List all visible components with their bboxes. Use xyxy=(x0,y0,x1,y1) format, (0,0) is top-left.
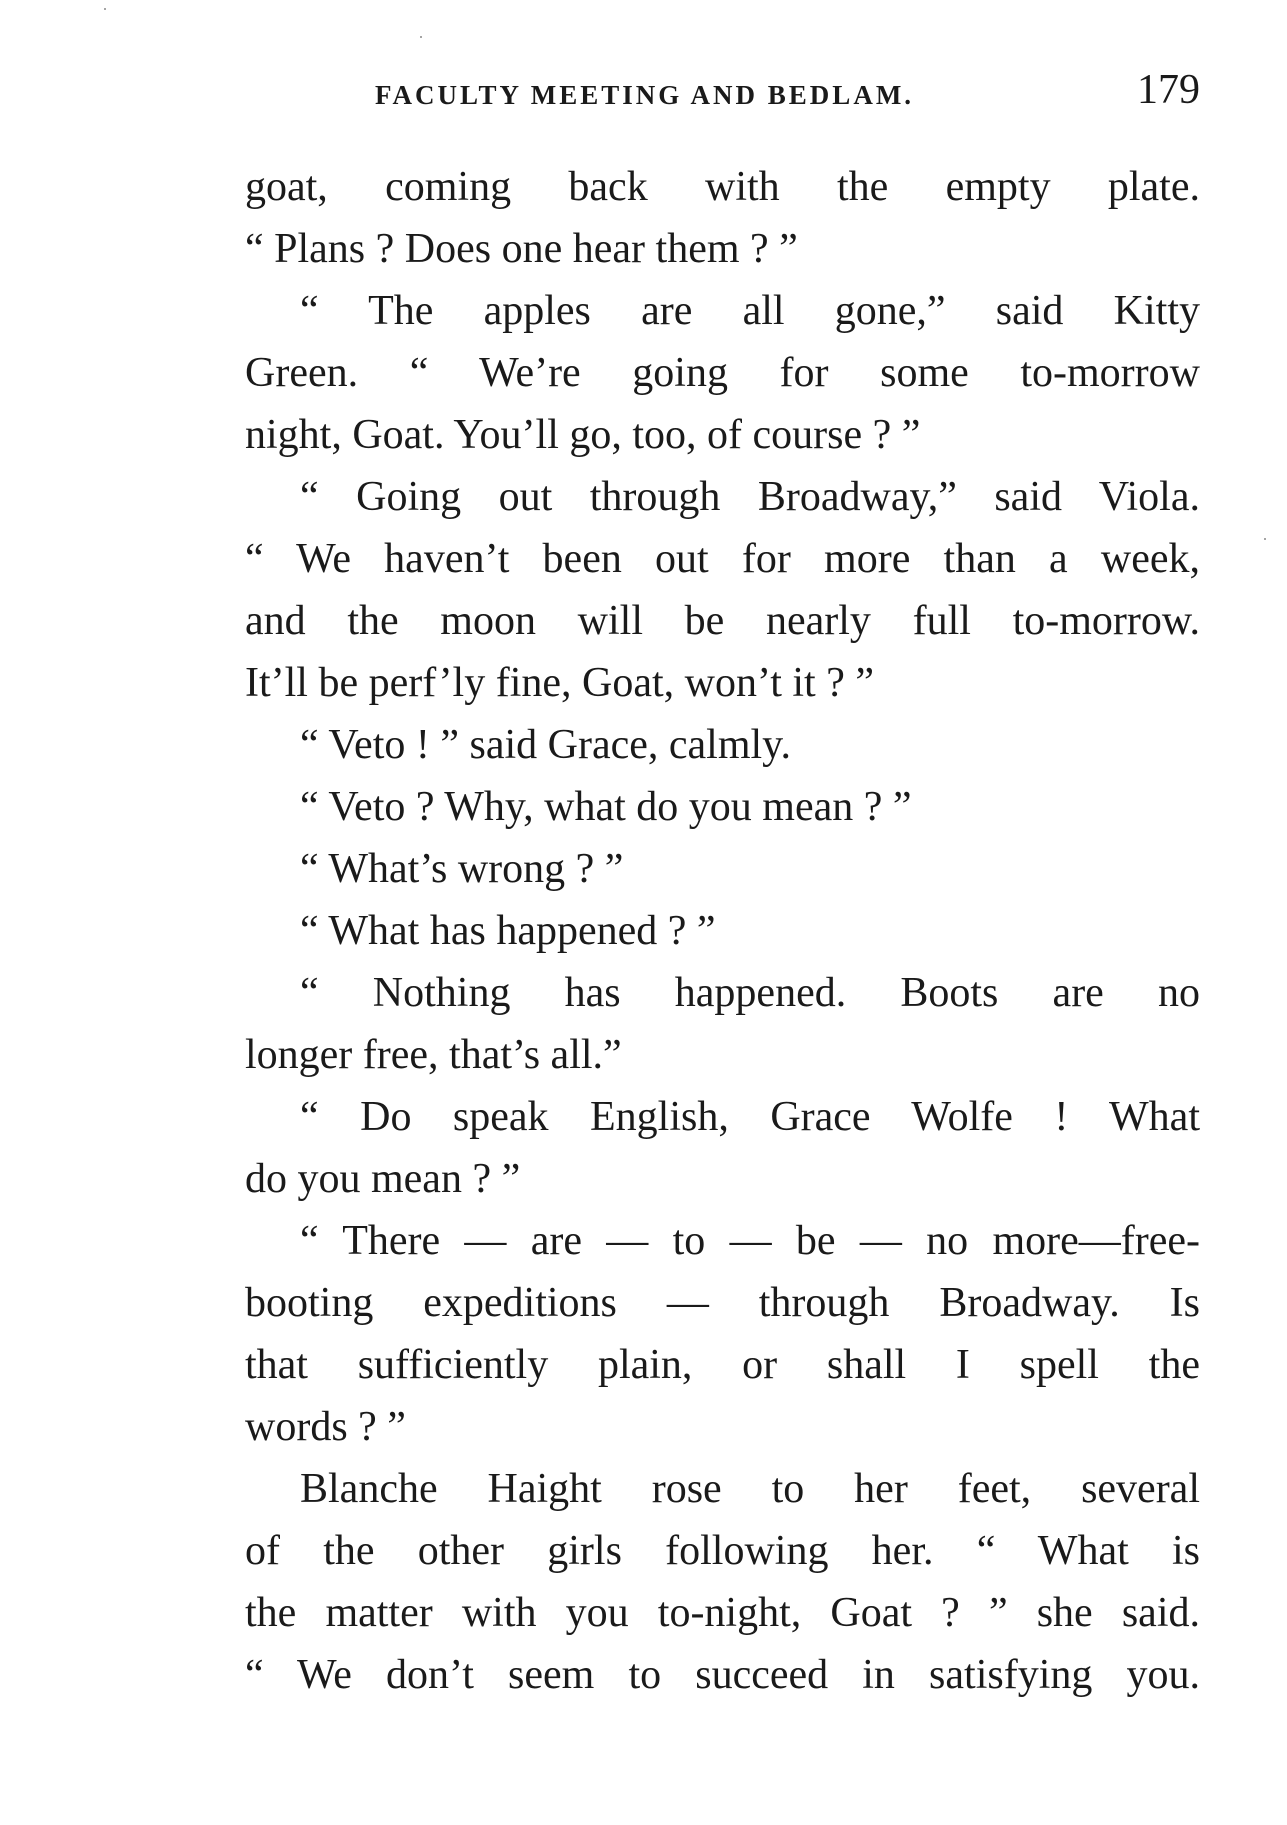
text-line: that sufficiently plain, or shall I spell the xyxy=(245,1342,1200,1388)
text-line: “ Veto ? Why, what do you mean ? ” xyxy=(300,784,912,830)
text-line: “ Plans ? Does one hear them ? ” xyxy=(245,226,798,272)
page-number: 179 xyxy=(1137,67,1200,113)
text-line: “ What has happened ? ” xyxy=(300,908,716,954)
running-head-title: FACULTY MEETING AND BEDLAM. xyxy=(375,80,915,110)
text-line: “ We haven’t been out for more than a week, xyxy=(245,536,1200,582)
text-line: It’ll be perf’ly fine, Goat, won’t it ? ” xyxy=(245,660,874,706)
text-line: goat, coming back with the empty plate. xyxy=(245,164,1200,210)
text-line: “ Nothing has happened. Boots are no xyxy=(300,970,1200,1016)
text-line: “ Veto ! ” said Grace, calmly. xyxy=(300,722,791,768)
text-line: and the moon will be nearly full to-morrow. xyxy=(245,598,1200,644)
text-line: the matter with you to-night, Goat ? ” she said. xyxy=(245,1590,1200,1636)
paper-speck xyxy=(1264,538,1266,540)
running-header xyxy=(245,66,1200,116)
text-line: Blanche Haight rose to her feet, several xyxy=(300,1466,1200,1512)
text-line: words ? ” xyxy=(245,1404,406,1450)
text-line: night, Goat. You’ll go, too, of course ? ” xyxy=(245,412,921,458)
text-line: Green. “ We’re going for some to-morrow xyxy=(245,350,1200,396)
text-line: “ We don’t seem to succeed in satisfying you. xyxy=(245,1652,1200,1698)
text-line: “ What’s wrong ? ” xyxy=(300,846,624,892)
text-line: “ Going out through Broadway,” said Viola. xyxy=(300,474,1200,520)
paper-speck xyxy=(104,8,106,10)
text-line: do you mean ? ” xyxy=(245,1156,521,1202)
text-line: longer free, that’s all.” xyxy=(245,1032,622,1078)
text-line: booting expeditions — through Broadway. Is xyxy=(245,1280,1200,1326)
text-line: “ There — are — to — be — no more—free- xyxy=(300,1218,1200,1264)
paper-speck xyxy=(420,36,422,38)
text-line: “ Do speak English, Grace Wolfe ! What xyxy=(300,1094,1200,1140)
body-text xyxy=(245,156,1200,1706)
text-line: of the other girls following her. “ What is xyxy=(245,1528,1200,1574)
text-line: “ The apples are all gone,” said Kitty xyxy=(300,288,1200,334)
